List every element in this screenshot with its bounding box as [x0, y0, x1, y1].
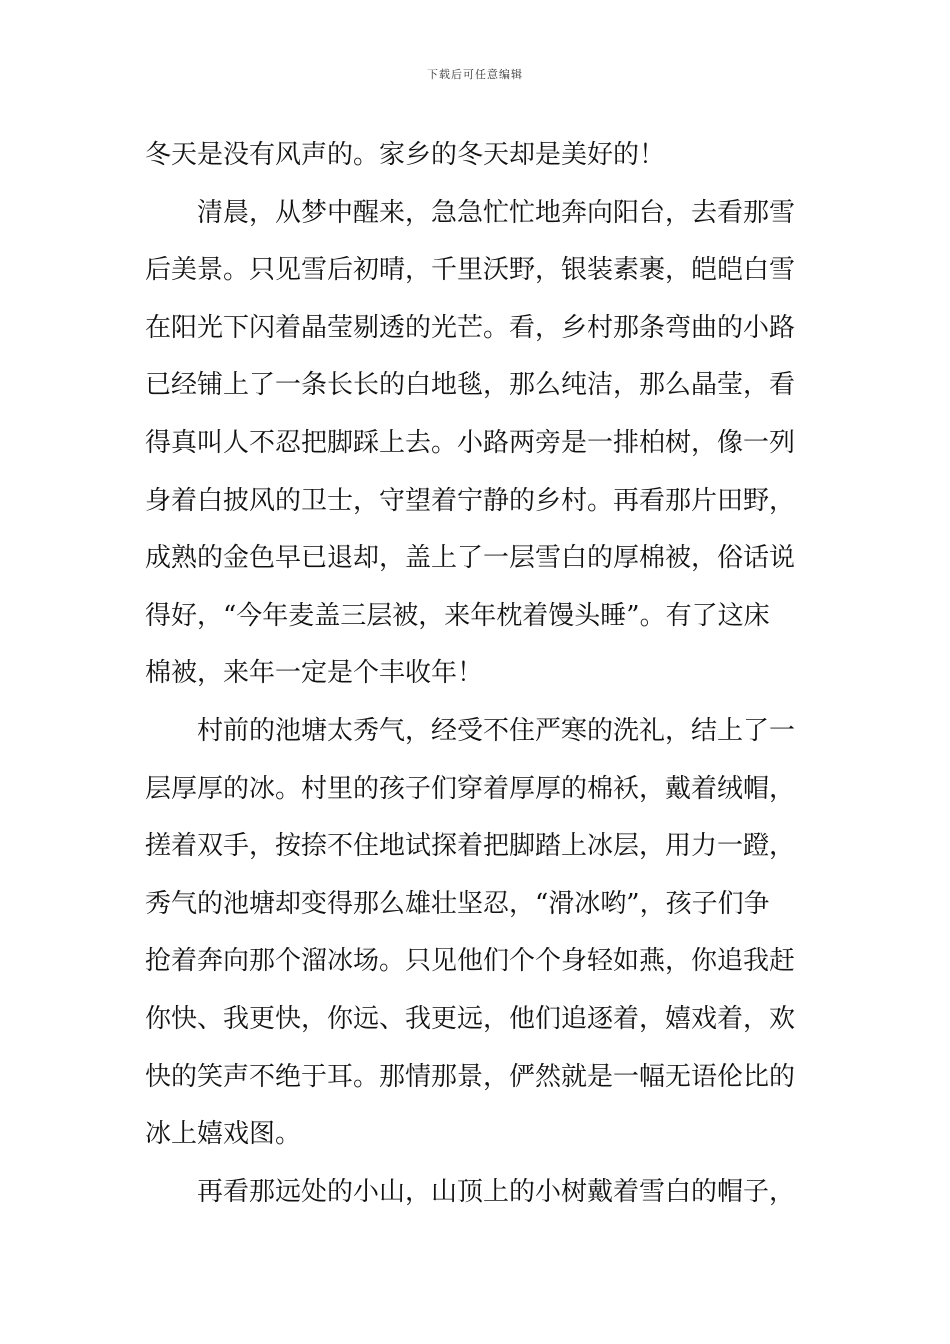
text-line: 身着白披风的卫士，守望着宁静的乡村。再看那片田野， [145, 485, 796, 516]
text-line: 秀气的池塘却变得那么雄壮坚忍，“滑冰哟”，孩子们争 [145, 888, 770, 919]
text-line: 得好，“今年麦盖三层被，来年枕着馒头睡”。有了这床 [145, 600, 770, 631]
text-line: 清晨，从梦中醒来，急急忙忙地奔向阳台，去看那雪 [197, 197, 796, 228]
text-line: 村前的池塘太秀气，经受不住严寒的洗礼，结上了一 [197, 715, 796, 746]
text-line: 层厚厚的冰。村里的孩子们穿着厚厚的棉袄，戴着绒帽， [145, 773, 796, 804]
text-line: 再看那远处的小山，山顶上的小树戴着雪白的帽子， [197, 1176, 796, 1207]
text-line: 快的笑声不绝于耳。那情那景，俨然就是一幅无语伦比的 [145, 1061, 796, 1092]
text-line: 在阳光下闪着晶莹剔透的光芒。看，乡村那条弯曲的小路 [145, 312, 796, 343]
text-line: 冬天是没有风声的。家乡的冬天却是美好的！ [145, 140, 666, 170]
document-body [145, 127, 807, 1221]
text-line: 冰上嬉戏图。 [145, 1119, 302, 1150]
text-line: 你快、我更快，你远、我更远，他们追逐着，嬉戏着，欢 [145, 1003, 796, 1034]
text-line: 抢着奔向那个溜冰场。只见他们个个身轻如燕，你追我赶 [145, 946, 796, 977]
text-line: 棉被，来年一定是个丰收年！ [145, 658, 484, 689]
text-line: 搓着双手，按捺不住地试探着把脚踏上冰层，用力一蹬， [145, 831, 796, 862]
text-line: 得真叫人不忍把脚踩上去。小路两旁是一排柏树，像一列 [145, 427, 796, 458]
text-line: 已经铺上了一条长长的白地毯，那么纯洁，那么晶莹，看 [145, 370, 796, 401]
page-header: 下载后可任意编辑 [427, 68, 523, 81]
text-line: 成熟的金色早已退却，盖上了一层雪白的厚棉被，俗话说 [145, 543, 796, 574]
text-line: 后美景。只见雪后初晴，千里沃野，银装素裹，皑皑白雪 [145, 255, 796, 286]
